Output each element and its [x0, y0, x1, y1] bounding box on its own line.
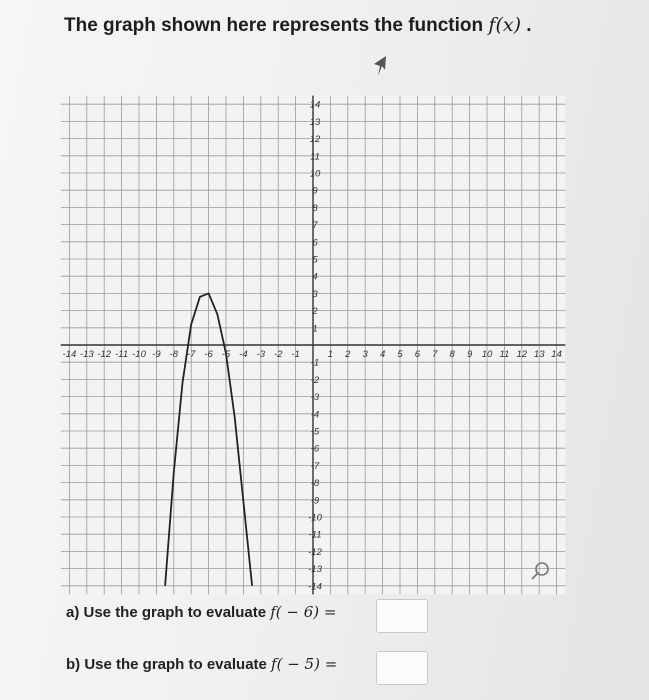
y-tick-label: -13	[308, 564, 322, 576]
x-tick-label: -4	[239, 349, 248, 360]
answer-a-input[interactable]	[376, 599, 428, 633]
y-tick-label: -7	[310, 460, 320, 472]
x-tick-label: 6	[414, 349, 421, 360]
y-tick-label: -11	[308, 529, 322, 541]
function-name: f(x)	[488, 14, 521, 36]
y-tick-label: 12	[309, 134, 321, 146]
x-tick-label: 10	[481, 349, 493, 360]
y-tick-label: 4	[312, 271, 318, 283]
mouse-cursor-icon	[372, 54, 392, 78]
y-tick-label: 2	[312, 306, 318, 318]
y-tick-label: 6	[312, 237, 318, 249]
y-tick-label: 1	[312, 323, 318, 335]
zoom-icon[interactable]	[530, 560, 552, 582]
y-tick-label: 10	[309, 168, 321, 180]
x-tick-label: -13	[79, 349, 94, 360]
y-tick-label: 3	[312, 288, 318, 300]
x-tick-label: 5	[397, 349, 403, 360]
y-tick-label: -14	[308, 581, 322, 593]
x-tick-label: 7	[432, 349, 438, 360]
y-tick-label: 9	[312, 185, 318, 197]
question-a	[66, 603, 336, 621]
x-tick-label: 13	[533, 349, 545, 360]
x-tick-label: 12	[516, 349, 528, 360]
x-tick-label: 2	[345, 349, 351, 360]
x-tick-label: 3	[362, 349, 368, 360]
question-a-expr: f( − 6) =	[270, 603, 337, 621]
x-tick-label: -8	[169, 349, 179, 360]
y-tick-label: -12	[308, 546, 322, 558]
x-tick-label: -1	[291, 349, 300, 360]
y-tick-label: 11	[310, 151, 320, 163]
x-tick-label: 4	[379, 349, 386, 360]
y-tick-label: 7	[312, 220, 318, 232]
x-tick-label: 9	[466, 349, 473, 360]
x-tick-label: -14	[62, 349, 77, 360]
x-tick-label: 8	[449, 349, 455, 360]
x-tick-label: 14	[551, 349, 562, 360]
x-tick-label: -11	[115, 349, 129, 360]
question-a-text: a) Use the graph to evaluate	[66, 604, 267, 621]
x-tick-label: -7	[186, 349, 196, 360]
y-tick-label: 8	[312, 202, 318, 214]
x-tick-label: -6	[204, 349, 213, 360]
y-tick-label: -6	[310, 443, 320, 455]
y-tick-label: -8	[310, 478, 320, 490]
x-tick-label: -3	[256, 349, 266, 360]
y-tick-label: -9	[310, 495, 320, 507]
x-tick-label: -9	[152, 349, 161, 360]
y-tick-label: -2	[310, 374, 320, 386]
x-tick-label: 1	[327, 349, 334, 360]
x-tick-label: -5	[221, 349, 231, 360]
y-tick-label: -1	[310, 357, 320, 369]
y-tick-label: 5	[312, 254, 318, 266]
question-b-text: b) Use the graph to evaluate	[66, 656, 267, 673]
y-tick-label: 14	[309, 99, 321, 111]
x-tick-label: -2	[273, 349, 283, 360]
y-tick-label: -4	[310, 409, 320, 421]
y-tick-label: -3	[310, 392, 320, 404]
title-text: The graph shown here represents the function	[64, 15, 484, 36]
x-tick-label: 11	[499, 349, 510, 360]
y-tick-label: 13	[309, 116, 321, 128]
title-suffix: .	[520, 15, 532, 36]
y-tick-label: -10	[308, 512, 322, 524]
question-b-expr: f( − 5) =	[271, 655, 338, 673]
question-b	[66, 655, 337, 673]
x-tick-label: -12	[97, 349, 112, 360]
y-tick-label: -5	[310, 426, 320, 438]
x-tick-label: -10	[132, 349, 146, 360]
answer-b-input[interactable]	[376, 651, 428, 685]
